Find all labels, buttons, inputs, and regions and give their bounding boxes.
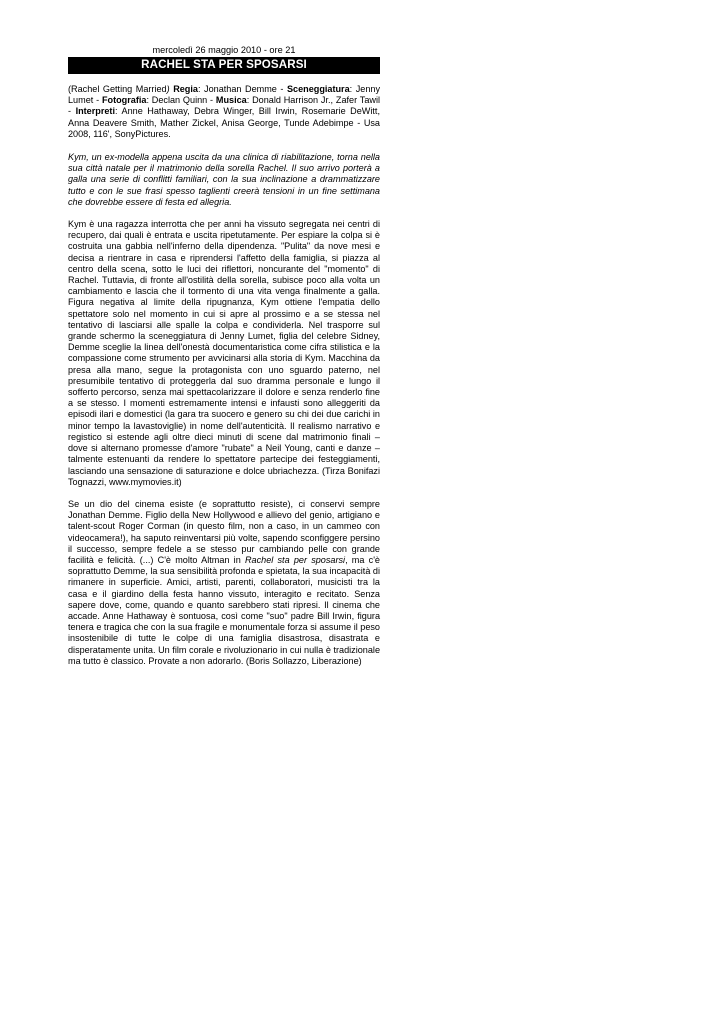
review-mymovies: Kym è una ragazza interrotta che per anni ha vissuto segregata nei centri di recupero, dai quali è entrata e uscita ripetutamente. Per espiare la colpa si è costruita una gabbia nell'inferno della dipendenza. "Pulita" da nove mesi e decisa a rientrare in casa e riprendersi l'affetto della famiglia, si piazza al centro della scena, sotto le luci dei riflettori, noncurante del "momento" di Rachel. Tuttavia, di fronte all'ostilità della sorella, subisce poco alla volta un cambiamento e lascia che il tormento di una vita venga finalmente a galla. Figura negativa al limite della ripugnanza, Kym ottiene l'empatia dello spettatore solo nel momento in cui si apre al prossimo e a se stessa nel tentativo di lasciarsi alle spalle la colpa e condividerla. Nel trasporre sul grande schermo la sceneggiatura di Jenny Lumet, figlia del celebre Sidney, Demme sceglie la linea dell'onestà documentaristica come cifra stilistica e la compassione come strumento per avvicinarsi alla storia di Kym. Macchina da presa alla mano, segue la protagonista con uno sguardo paterno, nel presumibile tentativo di proteggerla dal suo dramma personale e lungo il sofferto percorso, senza mai spettacolarizzare il dolore e senza renderlo fine a se stesso. I momenti estremamente intensi e infausti sono alleggeriti da episodi ilari e domestici (la gara tra suocero e genero su chi dei due carichi in minor tempo la lavastoviglie) in nome dell'autenticità. Il realismo narrativo e registico si estende agli oltre dieci minuti di scene dal matrimonio finali – dove si alternano promesse d'amore "rubate" a Neil Young, canti e danze – talmente estenuanti da rendere lo spettatore partecipe dei festeggiamenti, lasciando una sensazione di saturazione e dolce ubriachezza. (Tirza Bonifazi Tognazzi, www.mymovies.it) [68, 219, 380, 487]
credits-regia-value: : Jonathan Demme - [197, 84, 287, 94]
credits-musica-label: Musica [215, 95, 247, 106]
film-credits [68, 84, 380, 140]
credits-sceneggiatura-label: Sceneggiatura [286, 84, 350, 94]
credits-interpreti-label: Interpreti [75, 106, 115, 117]
review-film-title: Rachel sta per sposarsi [244, 554, 346, 565]
credits-fotografia-label: Fotografia [101, 95, 147, 106]
credits-interpreti-value: : Anne Hathaway, Debra Winger, Bill Irwin, Rosemarie DeWitt, Anna Deavere Smith, Mather Zickel, Anisa George, Tunde Adebimpe - Usa 2008, 116', SonyPictures. [68, 106, 380, 139]
credits-regia-label: Regia [173, 84, 198, 94]
screening-date: mercoledì 26 maggio 2010 - ore 21 [152, 45, 296, 55]
credits-fotografia-value: : Declan Quinn - [146, 95, 216, 106]
credits-sceneggiatura-value: : Jenny Lumet - [68, 84, 380, 106]
film-title-banner: RACHEL STA PER SPOSARSI [68, 57, 380, 74]
film-synopsis: Kym, un ex-modella appena uscita da una clinica di riabilitazione, torna nella sua città natale per il matrimonio della sorella Rachel. Il suo arrivo porterà a galla una serie di conflitti familiari, con la sua inclinazione a drammatizzare tutto e con le sue frasi spesso taglienti creerà tensioni in un fine settimana che dovrebbe essere di festa ed allegria. [68, 152, 380, 207]
review-liberazione: Se un dio del cinema esiste (e soprattutto resiste), ci conservi sempre Jonathan Demme. Figlio della New Hollywood e allievo del genio, artigiano e talent-scout Roger Corman (in questo film, non a caso, in un cammeo con videocamera!), ha saputo reinventarsi più volte, sapendo sconfiggere persino il successo, sempre fedele a se stesso pur cambiando pelle con grande facilità e felicità. (...) C'è molto Altman in Rachel sta per sposarsi, ma c'è soprattutto Demme, la sua sensibilità profonda e spietata, la sua incapacità di rimanere in superficie. Amici, artisti, parenti, collaboratori, musicisti tra la casa e il giardino della festa hanno vissuto, interagito e recitato. Senza sapere dove, come, quando e quanto sarebbero stati ripresi. Il cinema che accade. Anne Hathaway è sontuosa, così come "suo" padre Bill Irwin, figura tenera e tragica che con la sua fragile e monumentale forza si assume il peso insostenibile di tutte le colpe di una famiglia disastrosa, disastrata e disperatamente unita. Un film corale e rivoluzionario in cui nulla è tradizionale ma tutto è classico. Provate a non adorarlo. (Boris Sollazzo, Liberazione) [68, 498, 380, 666]
credits-original-title: (Rachel Getting Married) [68, 84, 170, 94]
credits-musica-value: : Donald Harrison Jr., Zafer Tawil - [68, 95, 380, 117]
document-page [68, 44, 380, 667]
